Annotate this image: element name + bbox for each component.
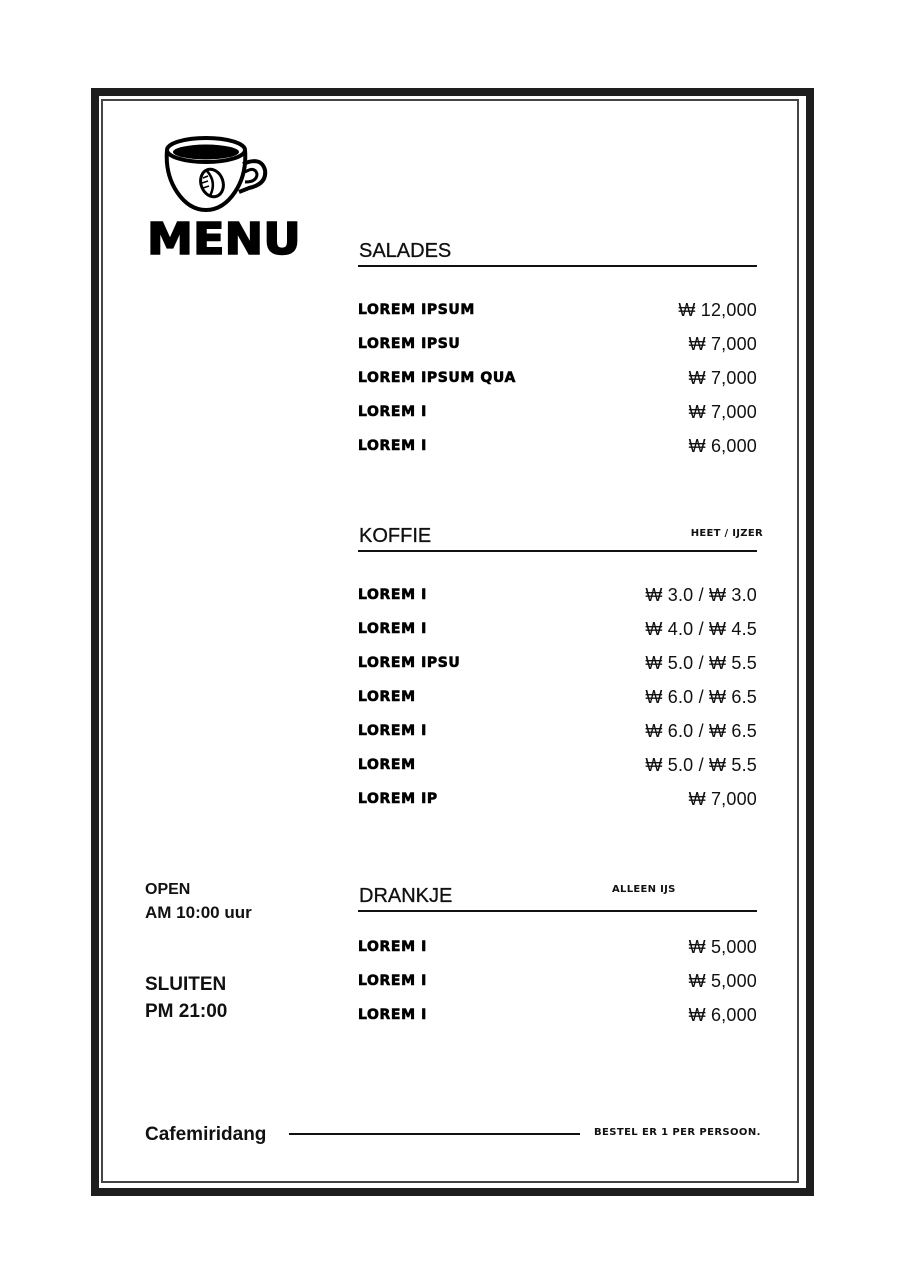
section-title: DRANKJE	[359, 885, 453, 907]
item-price: ₩ 7,000	[688, 401, 757, 422]
item-name: LOREM I	[358, 939, 427, 955]
item-list	[358, 293, 757, 463]
menu-item	[358, 327, 757, 361]
item-price: ₩ 12,000	[678, 299, 757, 320]
brand-name: Cafemiridang	[145, 1124, 267, 1145]
item-price: ₩ 7,000	[688, 788, 757, 809]
item-price: ₩ 7,000	[688, 333, 757, 354]
item-name: LOREM I	[358, 973, 427, 989]
item-price: ₩ 6.0 / ₩ 6.5	[645, 720, 757, 741]
item-name: LOREM IPSU	[358, 336, 461, 352]
item-price: ₩ 7,000	[688, 367, 757, 388]
menu-item	[358, 680, 757, 714]
item-name: LOREM	[358, 689, 416, 705]
menu-item	[358, 782, 757, 816]
item-name: LOREM I	[358, 1007, 427, 1023]
item-price: ₩ 4.0 / ₩ 4.5	[645, 618, 757, 639]
menu-item	[358, 998, 757, 1032]
close-time: PM 21:00	[145, 1001, 228, 1022]
section-title: KOFFIE	[359, 525, 432, 547]
menu-item	[358, 930, 757, 964]
open-label: OPEN	[145, 881, 191, 898]
item-price: ₩ 3.0 / ₩ 3.0	[645, 584, 757, 605]
item-list	[358, 578, 757, 816]
item-list	[358, 930, 757, 1032]
section-header	[358, 235, 757, 267]
item-name: LOREM IPSUM QUA	[358, 370, 516, 386]
menu-item	[358, 714, 757, 748]
item-price: ₩ 5,000	[688, 970, 757, 991]
item-price: ₩ 5.0 / ₩ 5.5	[645, 754, 757, 775]
item-price: ₩ 6.0 / ₩ 6.5	[645, 686, 757, 707]
item-name: LOREM I	[358, 404, 427, 420]
item-name: LOREM I	[358, 587, 427, 603]
item-price: ₩ 6,000	[688, 435, 757, 456]
section-title: SALADES	[359, 240, 452, 262]
coffee-cup-icon	[163, 134, 271, 214]
menu-item	[358, 361, 757, 395]
menu-item	[358, 293, 757, 327]
footer-divider	[289, 1133, 580, 1135]
item-name: LOREM I	[358, 621, 427, 637]
opening-hours	[145, 881, 252, 923]
footer-note: BESTEL ER 1 PER PERSOON.	[594, 1127, 761, 1138]
section-salades	[358, 235, 757, 463]
section-koffie	[358, 520, 763, 816]
menu-item	[358, 612, 757, 646]
close-label: SLUITEN	[145, 974, 227, 995]
menu-item	[358, 646, 757, 680]
item-name: LOREM I	[358, 723, 427, 739]
menu-item	[358, 395, 757, 429]
item-price: ₩ 5,000	[688, 936, 757, 957]
open-time: AM 10:00 uur	[145, 903, 252, 922]
item-name: LOREM	[358, 757, 416, 773]
menu-item	[358, 964, 757, 998]
menu-title: MENU	[147, 214, 301, 265]
item-name: LOREM IPSU	[358, 655, 461, 671]
menu-item	[358, 578, 757, 612]
item-name: LOREM I	[358, 438, 427, 454]
item-name: LOREM IP	[358, 791, 438, 807]
closing-hours	[145, 974, 227, 1023]
section-header	[358, 880, 757, 912]
item-price: ₩ 5.0 / ₩ 5.5	[645, 652, 757, 673]
section-drankje	[358, 880, 757, 1032]
section-note: ALLEEN IJS	[612, 884, 676, 895]
item-name: LOREM IPSUM	[358, 302, 475, 318]
menu-item	[358, 429, 757, 463]
section-note: HEET / IJZER	[690, 528, 763, 539]
item-price: ₩ 6,000	[688, 1004, 757, 1025]
menu-item	[358, 748, 757, 782]
section-header	[358, 520, 763, 552]
